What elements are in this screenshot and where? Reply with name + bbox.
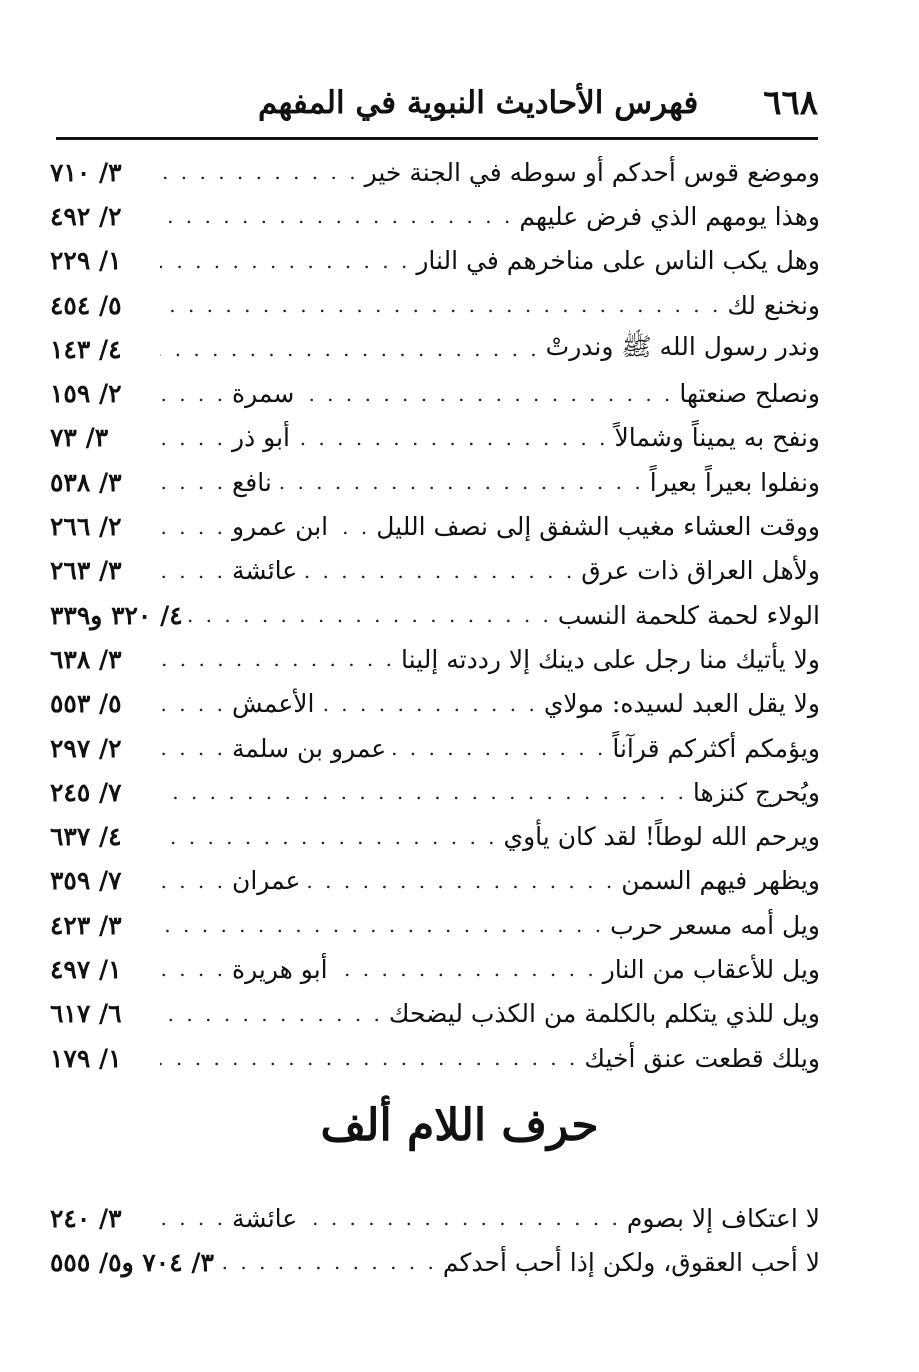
hadith-text: لا أحب العقوق، ولكن إذا أحب أحدكم (442, 1247, 820, 1277)
dot-leader (183, 600, 558, 630)
hadith-text: ونفح به يميناً وشمالاً (614, 423, 820, 453)
dot-leader (160, 334, 546, 364)
index-entry (50, 593, 820, 637)
section-hadith-list (50, 1196, 820, 1285)
hadith-text: ولا يأتيك منا رجل على دينك إلا رددته إلينا (401, 644, 820, 674)
volume-page-reference: ٥/ ٤٥٤ (50, 290, 122, 320)
dot-leader (160, 822, 504, 852)
volume-page-reference: ٣/ ٧٣ (50, 423, 109, 453)
dot-leader (160, 954, 232, 984)
hadith-text: ويؤمكم أكثركم قرآناً (612, 733, 820, 763)
index-entry (50, 194, 820, 238)
index-entry (50, 549, 820, 593)
dot-leader (160, 777, 693, 807)
index-entry (50, 283, 820, 327)
volume-page-reference: ٢/ ٢٩٧ (50, 733, 122, 763)
index-entry (50, 1036, 820, 1080)
volume-page-reference: ٣/ ٧١٠ (50, 157, 122, 187)
page-header (58, 78, 818, 128)
volume-page-reference: ٣/ ٤٢٣ (50, 910, 122, 940)
volume-page-reference: ١/ ٢٢٩ (50, 246, 122, 276)
volume-page-reference: ٢/ ٤٩٢ (50, 201, 122, 231)
dot-leader (160, 644, 401, 674)
hadith-text: ويلك قطعت عنق أخيك (584, 1043, 820, 1073)
index-entry (50, 150, 820, 194)
volume-page-reference: ٥/ ٥٥٣ (50, 689, 122, 719)
volume-page-reference: ٧/ ٢٤٥ (50, 777, 122, 807)
volume-page-reference: ١/ ٤٩٧ (50, 954, 122, 984)
index-entry (50, 947, 820, 991)
section-heading: حرف اللام ألف (320, 1100, 599, 1151)
dot-leader (330, 512, 376, 542)
hadith-text: ونفلوا بعيراً بعيراً (649, 467, 820, 497)
hadith-text: ولا يقل العبد لسيده: مولاي (543, 689, 820, 719)
dot-leader (160, 201, 519, 231)
index-entry (50, 726, 820, 770)
hadith-text: ويرحم الله لوطاً! لقد كان يأوي (503, 822, 820, 852)
volume-page-reference: ٤/ ٦٣٧ (50, 822, 122, 852)
volume-page-reference: ٤/ ١٤٣ (50, 334, 122, 364)
dot-leader (160, 999, 389, 1029)
index-entry (50, 460, 820, 504)
index-entry (50, 814, 820, 858)
dot-leader (160, 379, 232, 409)
dot-leader (160, 423, 232, 453)
volume-page-reference: ٧/ ٣٥٩ (50, 866, 122, 896)
index-entry (50, 504, 820, 548)
index-entry (50, 770, 820, 814)
hadith-text: ويل للذي يتكلم بالكلمة من الكذب ليضحك (388, 999, 820, 1029)
volume-page-reference: ٣/ ٥٣٨ (50, 467, 122, 497)
volume-page-reference: ٦/ ٦١٧ (50, 999, 122, 1029)
dot-leader (299, 1203, 627, 1233)
dot-leader (292, 423, 615, 453)
index-entry (50, 903, 820, 947)
dot-leader (160, 556, 232, 586)
index-entry (50, 327, 820, 371)
volume-page-reference: ٣/ ٢٦٣ (50, 556, 122, 586)
volume-page-reference: ٣/ ٦٣٨ (50, 644, 122, 674)
running-title: فهرس الأحاديث النبوية في المفهم (258, 85, 699, 121)
hadith-text: ويُحرج كنزها (692, 777, 820, 807)
narrator-name: أبو هريرة (232, 954, 328, 984)
hadith-text: وموضع قوس أحدكم أو سوطه في الجنة خير (364, 157, 820, 187)
page-number: ٦٦٨ (763, 83, 818, 123)
hadith-index-list (50, 150, 820, 1080)
hadith-text: لا اعتكاف إلا بصوم (626, 1203, 820, 1233)
index-entry (50, 371, 820, 415)
dot-leader (160, 512, 232, 542)
hadith-text: ويظهر فيهم السمن (621, 866, 820, 896)
index-entry (50, 859, 820, 903)
dot-leader (274, 467, 650, 497)
hadith-text: ونصلح صنعتها (679, 379, 820, 409)
dot-leader (160, 157, 365, 187)
index-entry (50, 1240, 820, 1284)
dot-leader (160, 246, 416, 276)
index-entry (50, 239, 820, 283)
hadith-text: ووقت العشاء مغيب الشفق إلى نصف الليل (376, 512, 820, 542)
dot-leader (160, 290, 727, 320)
index-entry (50, 637, 820, 681)
dot-leader (296, 379, 679, 409)
dot-leader (160, 1043, 584, 1073)
volume-page-reference: ٣/ ٧٠٤ و٥/ ٥٥٥ (50, 1247, 214, 1277)
header-rule (56, 137, 818, 140)
hadith-text: وهذا يومهم الذي فرض عليهم (519, 201, 820, 231)
narrator-name: عمران (232, 866, 301, 896)
narrator-name: عائشة (232, 556, 298, 586)
dot-leader (160, 1203, 232, 1233)
dot-leader (160, 733, 232, 763)
volume-page-reference: ٣/ ٢٤٠ (50, 1203, 122, 1233)
dot-leader (160, 910, 610, 940)
index-entry (50, 1196, 820, 1240)
narrator-name: الأعمش (232, 689, 315, 719)
volume-page-reference: ٢/ ٢٦٦ (50, 512, 122, 542)
dot-leader (330, 954, 603, 984)
narrator-name: عمرو بن سلمة (232, 733, 387, 763)
index-entry (50, 416, 820, 460)
dot-leader (299, 556, 581, 586)
hadith-text: ويل أمه مسعر حرب (610, 910, 820, 940)
index-entry (50, 992, 820, 1036)
hadith-text: الولاء لحمة كلحمة النسب (557, 600, 820, 630)
hadith-text: ويل للأعقاب من النار (602, 954, 820, 984)
volume-page-reference: ١/ ١٧٩ (50, 1043, 122, 1073)
volume-page-reference: ٢/ ١٥٩ (50, 379, 122, 409)
narrator-name: سمرة (232, 379, 295, 409)
narrator-name: عائشة (232, 1203, 298, 1233)
index-entry (50, 682, 820, 726)
hadith-text: ونخنع لك (727, 290, 820, 320)
volume-page-reference: ٤/ ٣٢٠ و٣٣٩ (50, 600, 183, 630)
narrator-name: نافع (232, 467, 272, 497)
dot-leader (160, 866, 232, 896)
dot-leader (160, 689, 232, 719)
dot-leader (160, 467, 232, 497)
narrator-name: أبو ذر (232, 423, 290, 453)
dot-leader (316, 689, 543, 719)
hadith-text: وهل يكب الناس على مناخرهم في النار (416, 246, 820, 276)
narrator-name: ابن عمرو (232, 512, 329, 542)
hadith-text: ولأهل العراق ذات عرق (581, 556, 820, 586)
hadith-text: وندر رسول الله ﷺ وندرتْ (545, 331, 820, 361)
dot-leader (214, 1247, 443, 1277)
dot-leader (388, 733, 612, 763)
dot-leader (302, 866, 621, 896)
